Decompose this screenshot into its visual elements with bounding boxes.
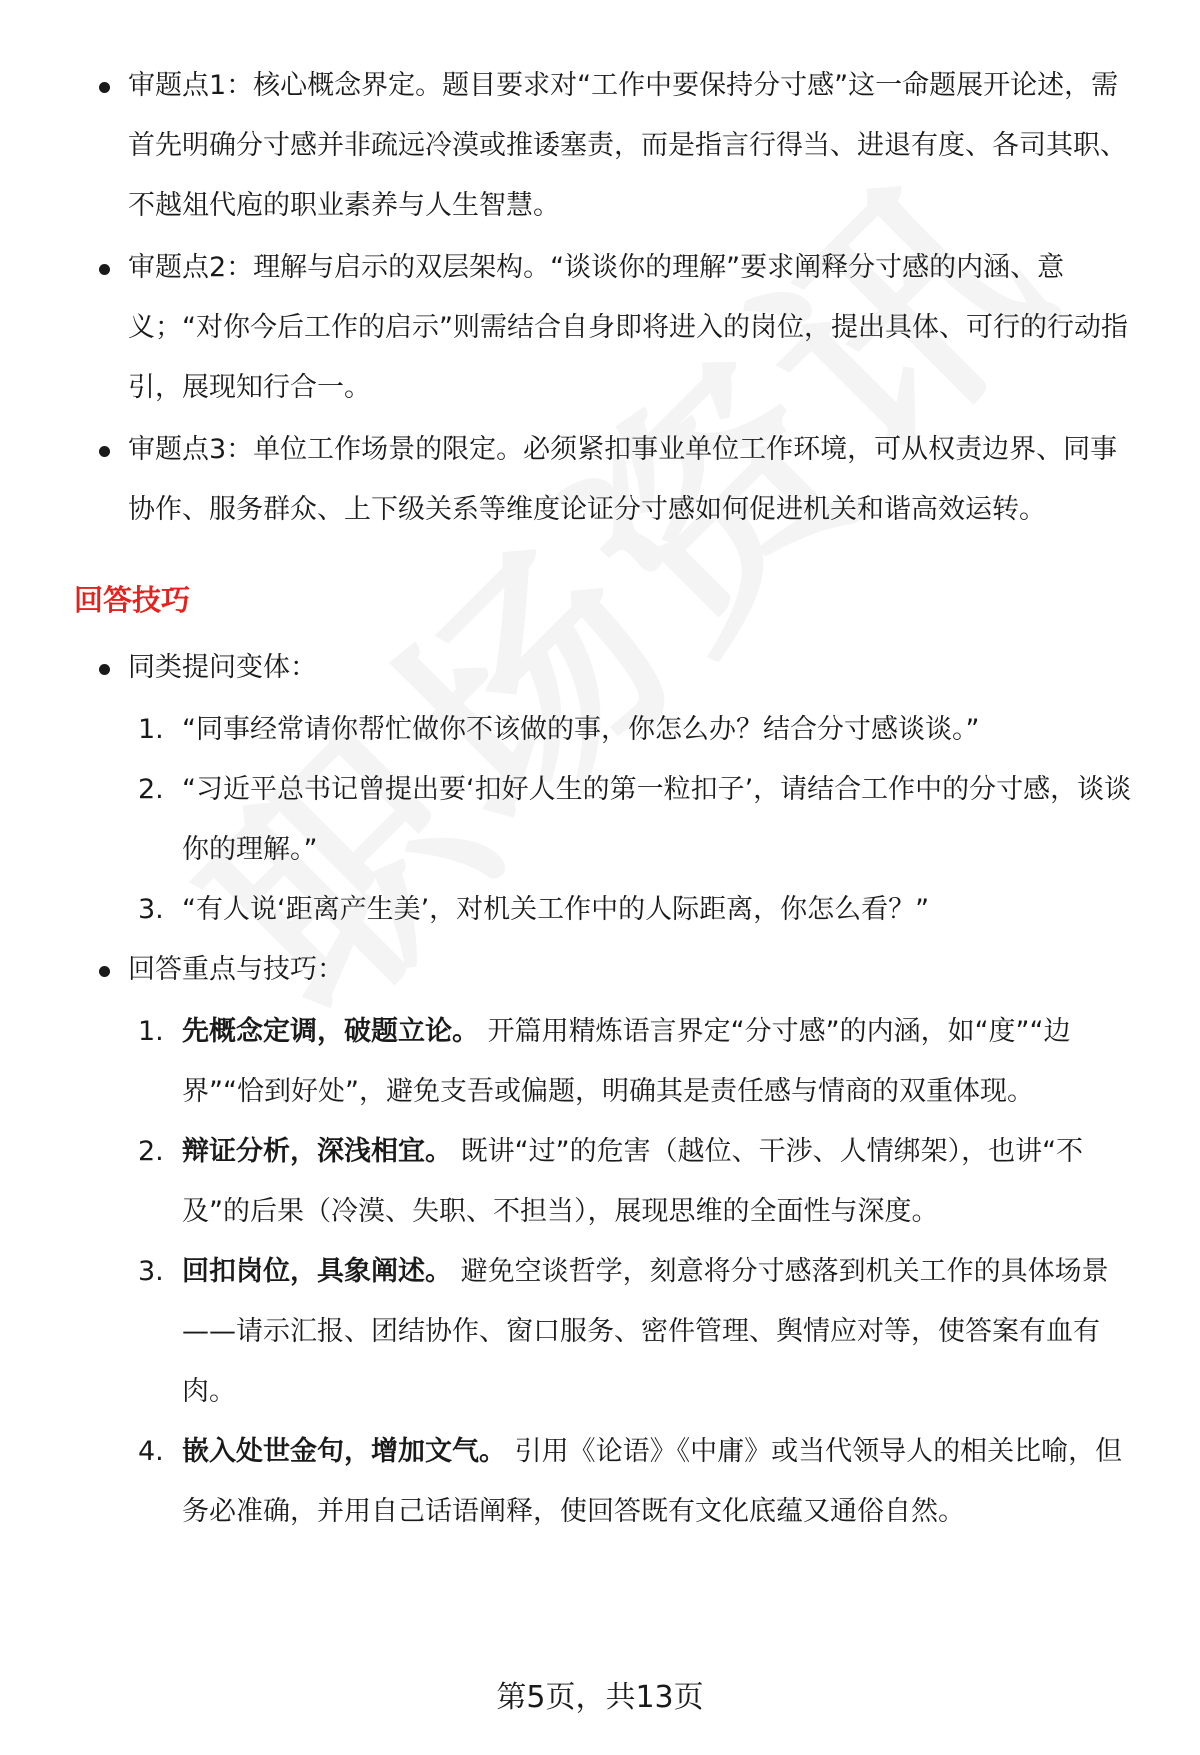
bullet-dot-icon [99,966,110,977]
variant-item-1 [0,700,1200,760]
list-number: 1. [138,714,164,745]
audit-point-text: 审题点1：核心概念界定。题目要求对“工作中要保持分寸感”这一命题展开论述，需首先明确分寸感并非疏远冷漠或推诿塞责，而是指言行得当、进退有度、各司其职、不越俎代庖的职业素养与人生智慧。 [128,70,1127,221]
audit-point-text: 审题点3：单位工作场景的限定。必须紧扣事业单位工作环境，可从权责边界、同事协作、服务群众、上下级关系等维度论证分寸感如何促进机关和谐高效运转。 [128,434,1118,525]
variant-item-2 [0,760,1200,880]
tip-body: 引用《论语》《中庸》或当代领导人的相关比喻，但务必准确，并用自己话语阐释，使回答既有文化底蕴又通俗自然。 [182,1436,1123,1527]
variants-bullet [0,638,1200,698]
variants-list [0,700,1200,940]
variant-item-3 [0,880,1200,940]
page-content [0,56,1200,1542]
bullet-dot-icon [99,446,110,457]
tip-text [182,1122,1142,1242]
variant-text: “同事经常请你帮忙做你不该做的事，你怎么办？结合分寸感谈谈。” [182,714,980,745]
tip-item-3 [0,1242,1200,1422]
tip-item-4 [0,1422,1200,1542]
tips-bullet-list-2 [0,940,1200,1000]
tip-heading: 回扣岗位，具象阐述。 [182,1256,452,1287]
tip-text [182,1242,1142,1422]
tip-body: 开篇用精炼语言界定“分寸感”的内涵，如“度”“边界”“恰到好处”，避免支吾或偏题，明确其是责任感与情商的双重体现。 [182,1016,1071,1107]
tip-body: 既讲“过”的危害（越位、干涉、人情绑架），也讲“不及”的后果（冷漠、失职、不担当），展现思维的全面性与深度。 [182,1136,1084,1227]
audit-point-text: 审题点2：理解与启示的双层架构。“谈谈你的理解”要求阐释分寸感的内涵、意义；“对你今后工作的启示”则需结合自身即将进入的岗位，提出具体、可行的行动指引，展现知行合一。 [128,252,1128,403]
list-number: 1. [138,1016,164,1047]
audit-point-3 [0,420,1200,540]
audit-point-2 [0,238,1200,418]
variants-label: 同类提问变体： [128,652,317,683]
tips-list [0,1002,1200,1542]
bullet-dot-icon [99,82,110,93]
list-number: 3. [138,894,164,925]
tip-heading: 嵌入处世金句，增加文气。 [182,1436,506,1467]
tips-label: 回答重点与技巧： [128,954,344,985]
tip-heading: 先概念定调，破题立论。 [182,1016,479,1047]
list-number: 2. [138,1136,164,1167]
bullet-dot-icon [99,264,110,275]
tip-text [182,1422,1142,1542]
tip-text [182,1002,1142,1122]
page-footer: 第5页，共13页 [496,1680,704,1715]
list-number: 3. [138,1256,164,1287]
tip-body: 避免空谈哲学，刻意将分寸感落到机关工作的具体场景——请示汇报、团结协作、窗口服务、密件管理、舆情应对等，使答案有血有肉。 [182,1256,1109,1407]
section-title: 回答技巧 [74,583,191,617]
tips-bullet [0,940,1200,1000]
list-number: 2. [138,774,164,805]
bullet-dot-icon [99,664,110,675]
variant-text: “习近平总书记曾提出要‘扣好人生的第一粒扣子’，请结合工作中的分寸感，谈谈你的理解。” [182,774,1132,865]
variant-text: “有人说‘距离产生美’，对机关工作中的人际距离，你怎么看？” [182,894,930,925]
tip-heading: 辩证分析，深浅相宜。 [182,1136,452,1167]
audit-point-1 [0,56,1200,236]
list-number: 4. [138,1436,164,1467]
tips-bullet-list [0,638,1200,698]
tip-item-1 [0,1002,1200,1122]
tip-item-2 [0,1122,1200,1242]
audit-points-list [0,56,1200,540]
